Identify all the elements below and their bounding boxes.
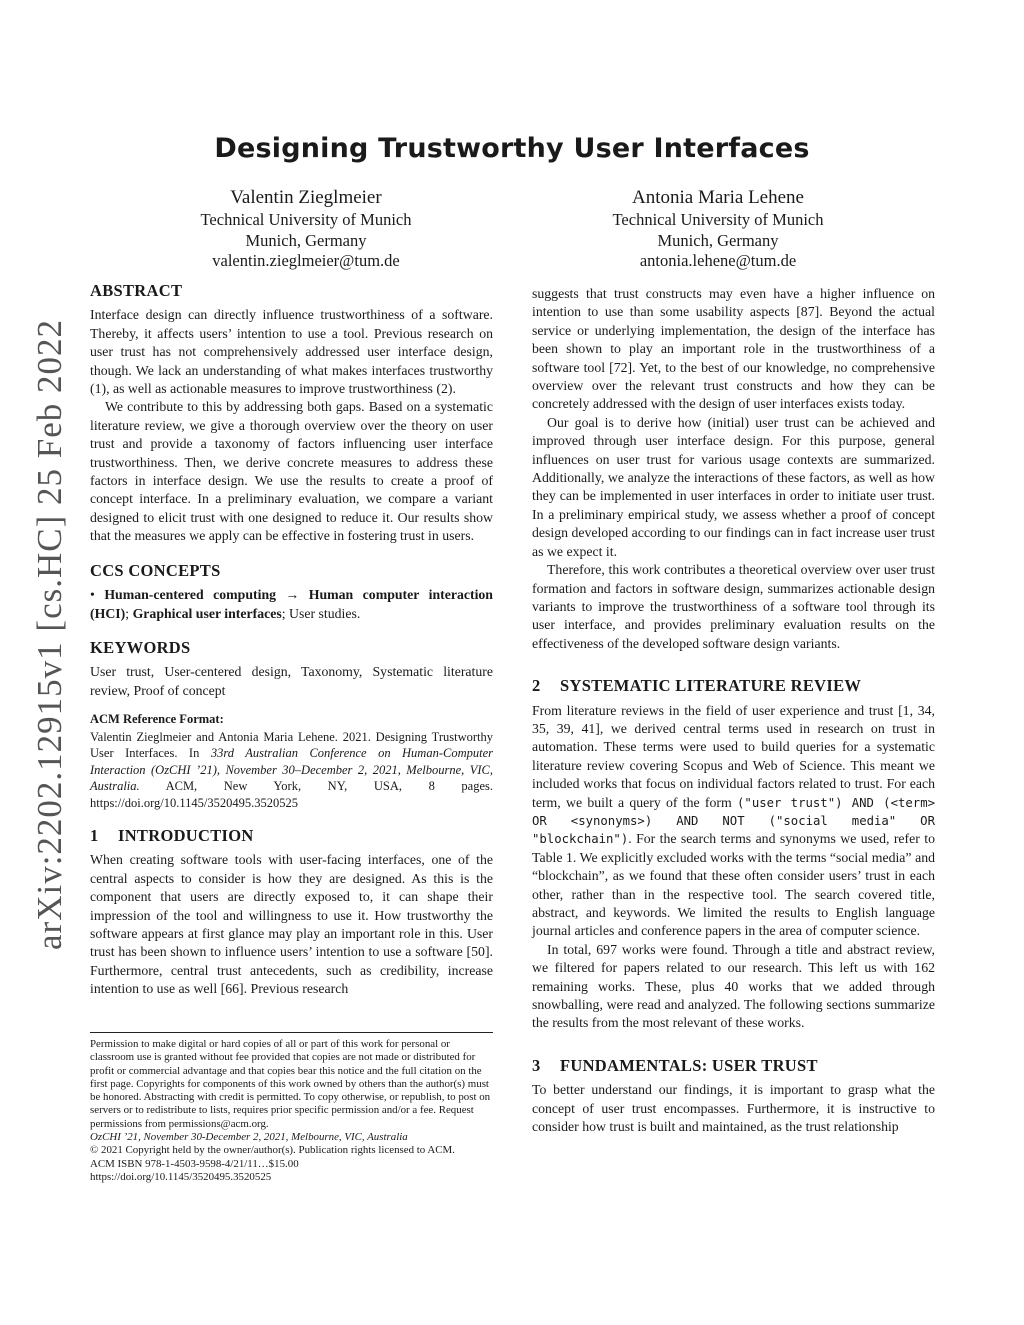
abstract-paragraph: We contribute to this by addressing both gaps. Based on a systematic literature review, we give a thorough overview over the theory on user trust and provide a taxonomy of factors influencing user interface trustworthiness. Then, we derive concrete measures to address these factors in interface design. We use the results to create a proof of concept interface. In a preliminary evaluation, we compare a variant designed to elicit trust with one designed to reduce it. Our results show that the measures we apply can be effective in fostering trust in users. (90, 399, 493, 544)
query-code: ("user trust") AND (<term> OR <synonyms>) AND NOT ("social media" OR "blockchain") (532, 795, 935, 847)
keywords-text: User trust, User-centered design, Taxonomy, Systematic literature review, Proof of concept (90, 664, 493, 698)
acm-reference-part: ACM, New York, NY, USA, 8 pages. https://doi.org/10.1145/3520495.3520525 (90, 779, 493, 810)
acm-reference-part: Valentin Zieglmeier and Antonia Maria Lehene. 2021. Designing Trustworthy User Interfaces. In (90, 729, 493, 761)
body-paragraph: suggests that trust constructs may even have a higher influence on intention to use than some usability aspects [87]. Beyond the actual service or underlying implementation, the design of the interface has been shown to play an important role in the trustworthiness of a software tool [72]. Yet, to the best of our knowledge, no comprehensive overview over the relevant trust constructs and how they can be concretely addressed with the design of user interfaces exists today. (532, 286, 935, 412)
body-paragraph: Therefore, this work contributes a theoretical overview over user trust formation and factors in software design, summarizes actionable design variants to improve the trustworthiness of a software tool through its user interface, and provides preliminary evaluation results on the effectiveness of the developed software design variants. (532, 562, 935, 651)
author-block-2 (548, 186, 888, 272)
ccs-heading: CCS CONCEPTS (90, 560, 221, 580)
arxiv-identifier: arXiv:2202.12915v1 [cs.HC] 25 Feb 2022 (30, 318, 69, 950)
paper-title: Designing Trustworthy User Interfaces (214, 133, 810, 164)
author-affiliation: Technical University of Munich (612, 210, 824, 229)
ccs-concept: Human computer interaction (HCI) (90, 587, 493, 621)
body-text: . For the search terms and synonyms we used, refer to Table 1. We explicitly excluded works with the terms “social media” and “blockchain”, as we found that these often consider users’ trust in each other, rather than in the respective tool. The search covered title, abstract, and keywords. We limited the results to English language journal articles and conference papers in the area of computer science. (532, 831, 935, 939)
acm-reference-text (90, 729, 493, 812)
section-title: INTRODUCTION (118, 826, 254, 846)
ccs-concepts (90, 586, 493, 623)
section-title: SYSTEMATIC LITERATURE REVIEW (560, 676, 862, 696)
body-paragraph: In total, 697 works were found. Through a title and abstract review, we filtered for papers related to our research. This left us with 162 remaining works. These, plus 40 works that we added through snowballing, were read and analyzed. The following sections summarize the results from the most relevant of these works. (532, 941, 935, 1031)
ccs-bullet: • (90, 587, 95, 603)
author-block-1 (136, 186, 476, 272)
abstract-heading: ABSTRACT (90, 281, 183, 300)
copyright-notice: © 2021 Copyright held by the owner/author(s). Publication rights licensed to ACM. (90, 1144, 455, 1157)
doi-link: https://doi.org/10.1145/3520495.3520525 (90, 1170, 272, 1183)
ccs-arrow: → (285, 587, 300, 603)
footnote-rule (90, 1032, 493, 1033)
author-location: Munich, Germany (245, 230, 367, 250)
right-column (532, 285, 935, 1136)
section-number: 1 (90, 826, 99, 846)
ccs-concept: Graphical user interfaces (132, 605, 282, 621)
acm-reference-heading: ACM Reference Format: (90, 712, 224, 727)
section-number: 3 (532, 1055, 541, 1075)
section-heading-systematic-literature-review (532, 677, 935, 695)
section-heading-introduction (90, 827, 493, 845)
body-paragraph: When creating software tools with user-facing interfaces, one of the central aspects to consider is how they are designed. As this is the component that users are directly exposed to, it can shape their impression of the tool and willingness to use it. How trustworthy the software appears at first glance may play an important role in this. User trust has been shown to influence users’ intention to use a software [50]. Furthermore, central trust antecedents, such as credibility, increase intention to use as well [66]. Previous research (90, 852, 493, 997)
ccs-rest: ; User studies. (281, 605, 361, 621)
section-number: 2 (532, 676, 541, 696)
abstract-paragraph: Interface design can directly influence trustworthiness of a software. Thereby, it affects users’ intention to use a tool. Previous research on user trust has not comprehensively addressed user interface design, though. We lack an understanding of what makes interfaces trustworthy (1), as well as actionable measures to improve trustworthiness (2). (90, 307, 493, 397)
permission-text: Permission to make digital or hard copies of all or part of this work for personal or classroom use is granted without fee provided that copies are not made or distributed for profit or commercial advantage and that copies bear this notice and the full citation on the first page. Copyrights for components of this work owned by others than the author(s) must be honored. Abstracting with credit is permitted. To copy otherwise, or republish, to post on servers or to redistribute to lists, requires prior specific permission and/or a fee. Request permissions from permissions@acm.org. (90, 1038, 491, 1130)
body-paragraph: Our goal is to derive how (initial) user trust can be achieved and improved through user interface design. For this purpose, general influences on user trust for various usage contexts are summarized. Additionally, we analyze the interactions of these factors, as well as how they can be implemented in user interfaces in order to initiate user trust. In a preliminary empirical study, we assess whether a proof of concept design developed according to our findings can in fact increase user trust as we expect it. (532, 414, 935, 559)
section-heading-fundamentals (532, 1057, 935, 1075)
ccs-concept: Human-centered computing (104, 587, 277, 603)
conference-venue: OzCHI ’21, November 30-December 2, 2021, Melbourne, VIC, Australia (90, 1131, 408, 1144)
ccs-separator: ; (125, 605, 130, 621)
body-paragraph (532, 702, 935, 941)
keywords-heading: KEYWORDS (90, 637, 191, 657)
author-location: Munich, Germany (657, 230, 779, 250)
author-name: Antonia Maria Lehene (632, 187, 804, 208)
left-column (90, 282, 493, 999)
author-affiliation: Technical University of Munich (200, 210, 412, 229)
author-email: valentin.zieglmeier@tum.de (212, 251, 400, 270)
author-email: antonia.lehene@tum.de (639, 251, 797, 270)
acm-reference-venue: 33rd Australian Conference on Human-Computer Interaction (OzCHI ’21), November 30–December 2, 2021, Melbourne, VIC, Australia. (90, 746, 493, 794)
author-name: Valentin Zieglmeier (230, 187, 382, 208)
permission-footnote (90, 1038, 493, 1184)
body-paragraph: To better understand our findings, it is important to grasp what the concept of user trust encompasses. Furthermore, it is instructive to consider how trust is built and maintained, as the trust relationship (532, 1082, 935, 1135)
body-text: From literature reviews in the field of user experience and trust [1, 34, 35, 39, 41], we derived central terms used in research on trust in automation. These terms were used to build queries for a systematic literature review covering Scopus and Web of Science. This meant we included works that focus on individual factors related to trust. For each term, we built a query of the form (532, 702, 935, 810)
section-title: FUNDAMENTALS: USER TRUST (560, 1055, 818, 1075)
isbn: ACM ISBN 978-1-4503-9598-4/21/11…$15.00 (90, 1157, 299, 1170)
